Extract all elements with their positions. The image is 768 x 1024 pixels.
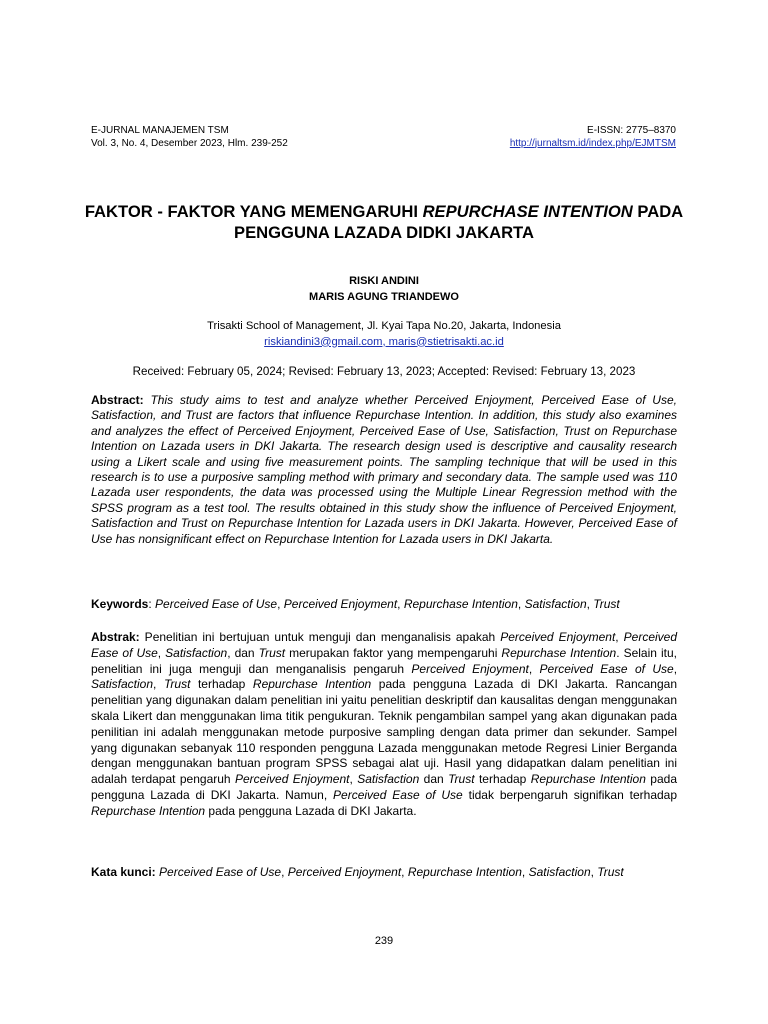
keyword: Repurchase Intention <box>403 597 518 611</box>
keyword: Satisfaction <box>528 865 591 879</box>
keyword: Perceived Ease of Use <box>159 865 282 879</box>
paper-title: FAKTOR - FAKTOR YANG MEMENGARUHI REPURCHASE INTENTION PADA PENGGUNA LAZADA DIDKI JAKARTA <box>84 202 684 242</box>
keyword: Trust <box>593 597 620 611</box>
keyword: Repurchase Intention <box>407 865 522 879</box>
page-number: 239 <box>374 935 394 947</box>
journal-url-link[interactable]: http://jurnaltsm.id/index.php/EJMTSM <box>509 137 676 149</box>
keywords: Keywords: Perceived Ease of Use, Perceived Enjoyment, Repurchase Intention, Satisfaction, Trust <box>91 597 620 611</box>
kata-kunci-label: Kata kunci: <box>91 865 156 879</box>
keyword: Perceived Enjoyment <box>287 865 402 879</box>
keyword: Perceived Enjoyment <box>283 597 398 611</box>
submission-dates: Received: February 05, 2024; Revised: February 13, 2023; Accepted: Revised: February 13, 2023 <box>132 365 636 378</box>
issn-header <box>510 125 676 150</box>
keywords-label: Keywords <box>91 597 149 611</box>
affiliation: Trisakti School of Management, Jl. Kyai Tapa No.20, Jakarta, Indonesia <box>207 320 561 332</box>
kata-kunci: Kata kunci: Perceived Ease of Use, Perceived Enjoyment, Repurchase Intention, Satisfaction, Trust <box>91 865 624 879</box>
journal-name: E-JURNAL MANAJEMEN TSM <box>91 125 229 136</box>
journal-volume: Vol. 3, No. 4, Desember 2023, Hlm. 239-252 <box>91 137 288 149</box>
author-name: RISKI ANDINI <box>349 275 419 287</box>
abstract-id: Abstrak: Penelitian ini bertujuan untuk menguji dan menganalisis apakah Perceived Enjoyment, Perceived Ease of Use, Satisfaction, dan Trust merupakan faktor yang mempengaruhi Repurchase Intention. Selain itu, penelitian ini juga menguji dan menganalisis pengaruh Perceived Enjoyment, Perceived Ease of Use, Satisfaction, Trust terhadap Repurchase Intention pada pengguna Lazada di DKI Jakarta. Rancangan penelitian yang digunakan dalam penelitian ini yaitu penelitian deskriptif dan kausalitas dengan menggunakan skala Likert dan menggunakan lima titik pengukuran. Teknik pengambilan sampel yang akan digunakan pada penilitian ini adalah menggunakan metode purposive sampling dengan data primer dan sekunder. Sampel yang digunakan sebanyak 110 responden pengguna Lazada menggunakan metode Regresi Linier Berganda dengan menggunakan bantuan program SPSS sebagai alat uji. Hasil yang didapatkan dalam penelitian ini adalah terdapat pengaruh Perceived Enjoyment, Satisfaction dan Trust terhadap Repurchase Intention pada pengguna Lazada di DKI Jakarta. Namun, Perceived Ease of Use tidak berpengaruh signifikan terhadap Repurchase Intention pada pengguna Lazada di DKI Jakarta. <box>91 630 678 818</box>
author-name: MARIS AGUNG TRIANDEWO <box>309 290 459 303</box>
keyword: Trust <box>597 865 624 879</box>
journal-header <box>91 125 288 150</box>
abstract-text: This study aims to test and analyze whether Perceived Enjoyment, Perceived Ease of Use, Satisfaction, and Trust are factors that influence Repurchase Intention. In addition, this study also examines and analyzes the effect of Perceived Enjoyment, Perceived Ease of Use, Satisfaction, Trust on Repurchase Intention on Lazada users in DKI Jakarta. The research design used is descriptive and causality research using a Likert scale and using five measurement points. The sampling technique that will be used in this research is to use a purposive sampling method with primary and secondary data. The sample used was 110 Lazada user respondents, the data was processed using the Multiple Linear Regression method with the SPSS program as a test tool. The results obtained in this study show the influence of Perceived Enjoyment, Satisfaction and Trust on Repurchase Intention for Lazada users in DKI Jakarta. However, Perceived Ease of Use has nonsignificant effect on Repurchase Intention for Lazada users in DKI Jakarta. <box>91 393 677 546</box>
keyword: Perceived Ease of Use <box>155 597 278 611</box>
keyword: Satisfaction <box>524 597 587 611</box>
author-list <box>60 274 708 305</box>
abstract-en <box>91 393 677 547</box>
issn: E-ISSN: 2775–8370 <box>587 125 676 136</box>
abstract-label: Abstract: <box>91 393 144 407</box>
author-emails-link[interactable]: riskiandini3@gmail.com, maris@stietrisakti.ac.id <box>264 335 504 348</box>
abstrak-label: Abstrak: <box>91 630 140 644</box>
affiliation-block <box>60 319 708 350</box>
